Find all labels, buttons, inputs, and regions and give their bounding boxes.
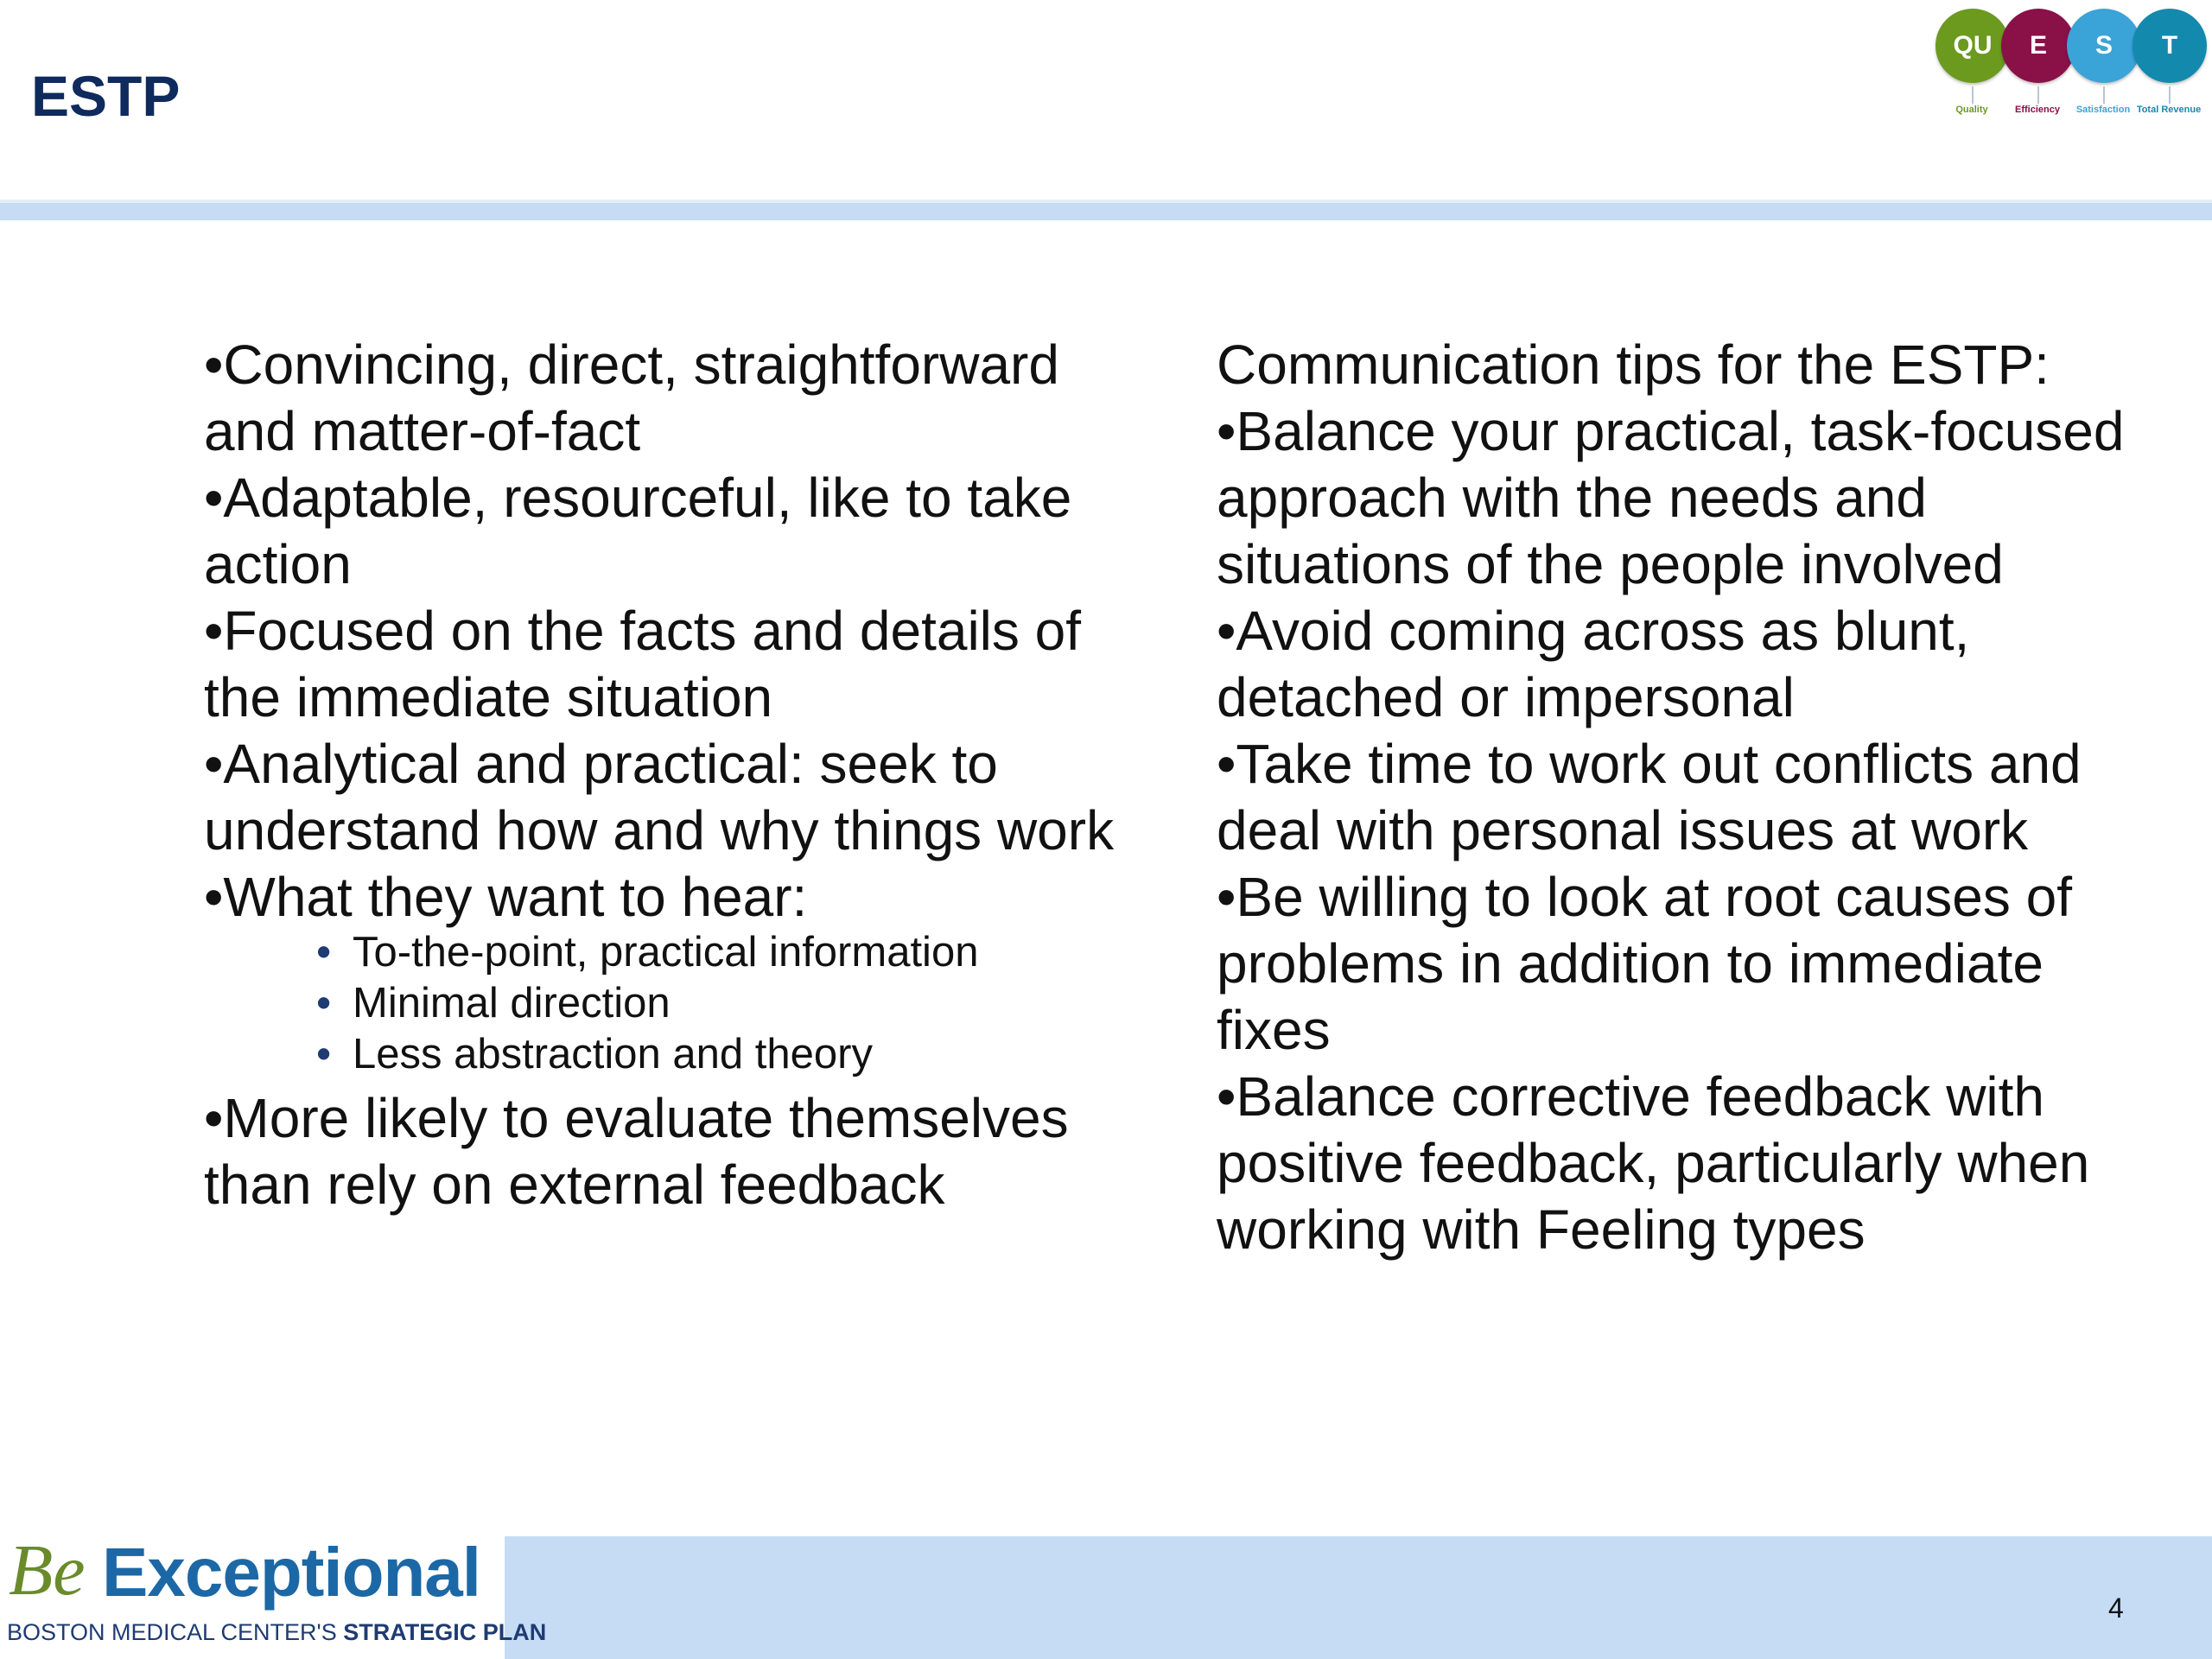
quest-circle-efficiency: E (2001, 9, 2075, 83)
tip-avoid-blunt: •Avoid coming across as blunt, detached or impersonal (1217, 600, 1970, 728)
bullet-adaptable: •Adaptable, resourceful, like to take action (204, 467, 1072, 595)
tagline-bold: STRATEGIC PLAN (343, 1619, 547, 1645)
quest-label-quality: Quality (1955, 105, 1988, 115)
be-exceptional-logo (0, 1529, 547, 1659)
quest-tick (2037, 86, 2039, 104)
header-divider (0, 203, 2212, 220)
tip-work-out-conflicts: •Take time to work out conflicts and deal with personal issues at work (1217, 733, 2082, 861)
quest-tick (2103, 86, 2105, 104)
quest-circle-total-revenue: T (2133, 9, 2207, 83)
slide-title: ESTP (31, 64, 181, 128)
sub-bullet-minimal-direction: • Minimal direction (204, 978, 1120, 1029)
quest-logo (1927, 9, 2212, 130)
quest-circle-satisfaction: S (2067, 9, 2141, 83)
tip-root-causes: •Be willing to look at root causes of problems in addition to immediate fixes (1217, 866, 2073, 1061)
page-number: 4 (2108, 1592, 2124, 1624)
bullet-convincing: •Convincing, direct, straightforward and matter-of-fact (204, 334, 1059, 462)
footer-band (505, 1536, 2212, 1659)
quest-label-efficiency: Efficiency (2015, 105, 2060, 115)
tip-balance-feedback: •Balance corrective feedback with positive feedback, particularly when working with Feeling types (1217, 1065, 2090, 1261)
quest-label-satisfaction: Satisfaction (2075, 105, 2131, 115)
sub-bullet-to-the-point: • To-the-point, practical information (204, 927, 1120, 978)
bullet-focused: •Focused on the facts and details of the immediate situation (204, 600, 1082, 728)
communication-tips-heading: Communication tips for the ESTP: (1217, 334, 2050, 396)
quest-tick (1972, 86, 1974, 104)
bullet-analytical: •Analytical and practical: seek to understand how and why things work (204, 733, 1115, 861)
brand-be-text: Be (9, 1530, 86, 1611)
tagline-regular: BOSTON MEDICAL CENTER'S (7, 1619, 344, 1645)
quest-circle-quality: QU (1936, 9, 2010, 83)
sub-bullet-list (204, 927, 1120, 1080)
brand-tagline (7, 1619, 546, 1646)
sub-bullet-less-abstraction: • Less abstraction and theory (204, 1029, 1120, 1080)
brand-exceptional-text: Exceptional (102, 1534, 481, 1611)
quest-label-total-revenue: Total Revenue (2136, 105, 2202, 115)
bullet-what-they-want: •What they want to hear: (204, 866, 808, 928)
bullet-evaluate-themselves: •More likely to evaluate themselves than rely on external feedback (204, 1087, 1069, 1216)
quest-tick (2169, 86, 2171, 104)
tip-balance-practical: •Balance your practical, task-focused approach with the needs and situations of the people involved (1217, 400, 2125, 595)
left-column (204, 332, 1120, 1218)
right-column (1217, 332, 2133, 1263)
